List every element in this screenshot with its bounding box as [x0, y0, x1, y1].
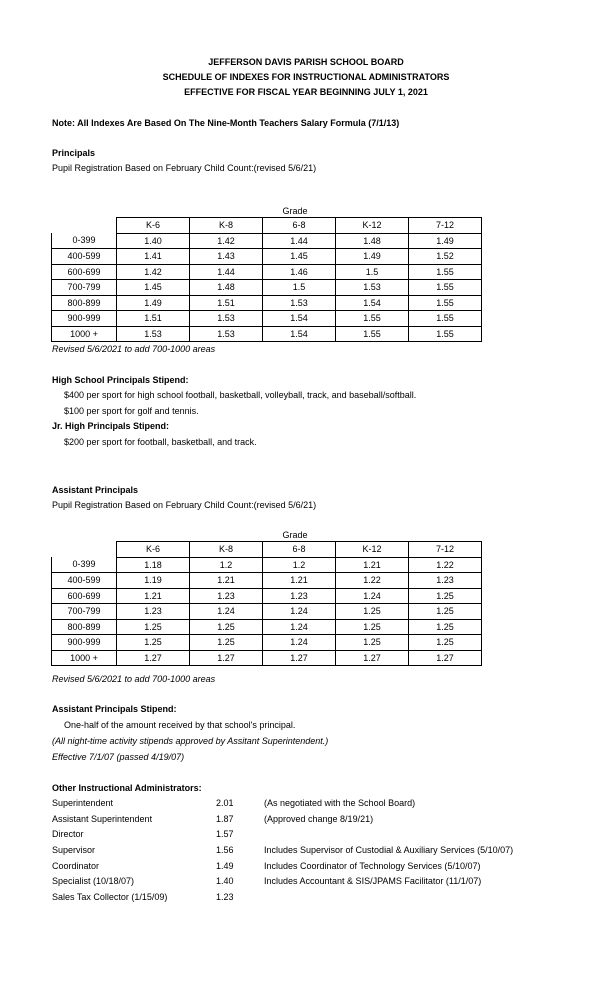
index-cell: 1.53	[336, 280, 409, 296]
table-row	[52, 604, 482, 620]
ap-stipend-effective: Effective 7/1/07 (passed 4/19/07)	[52, 752, 185, 762]
index-cell: 1.27	[190, 650, 263, 666]
index-cell: 1.2	[263, 557, 336, 573]
principals-heading: Principals	[52, 148, 96, 158]
column-header: K-12	[336, 218, 409, 234]
document-effective-date: EFFECTIVE FOR FISCAL YEAR BEGINNING JULY 1, 2021	[184, 87, 428, 97]
table-row	[52, 311, 482, 327]
document-title: JEFFERSON DAVIS PARISH SCHOOL BOARD	[208, 57, 404, 67]
pupil-range-label: 400-599	[52, 573, 117, 589]
pupil-range-label: 0-399	[52, 233, 117, 249]
ap-stipend-approval: (All night-time activity stipends approved by Assitant Superintendent.)	[52, 736, 329, 746]
index-cell: 1.21	[263, 573, 336, 589]
pupil-range-label: 1000 +	[52, 650, 117, 666]
index-cell: 1.18	[117, 557, 190, 573]
table-row	[52, 326, 482, 342]
table-row	[52, 635, 482, 651]
pupil-range-label: 800-899	[52, 295, 117, 311]
column-header: 7-12	[409, 542, 482, 558]
pupil-range-label: 900-999	[52, 635, 117, 651]
admin-note: (As negotiated with the School Board)	[264, 798, 416, 808]
index-cell: 1.25	[190, 619, 263, 635]
table-row	[52, 619, 482, 635]
ap-stipend-heading: Assistant Principals Stipend:	[52, 704, 177, 714]
assistant-principals-index-table	[51, 541, 482, 666]
index-cell: 1.55	[409, 295, 482, 311]
jh-stipend-heading: Jr. High Principals Stipend:	[52, 421, 170, 431]
column-header: 6-8	[263, 218, 336, 234]
pupil-range-label: 700-799	[52, 604, 117, 620]
index-cell: 1.43	[190, 249, 263, 265]
index-cell: 1.55	[336, 326, 409, 342]
column-header: 7-12	[409, 218, 482, 234]
index-cell: 1.52	[409, 249, 482, 265]
index-cell: 1.48	[336, 233, 409, 249]
index-cell: 1.55	[409, 311, 482, 327]
index-cell: 1.51	[190, 295, 263, 311]
hs-stipend-heading: High School Principals Stipend:	[52, 375, 189, 385]
corner-cell	[52, 542, 117, 558]
index-cell: 1.24	[336, 588, 409, 604]
index-cell: 1.40	[117, 233, 190, 249]
admin-note: Includes Supervisor of Custodial & Auxiliary Services (5/10/07)	[264, 845, 514, 856]
pupil-range-label: 0-399	[52, 557, 117, 573]
column-header: K-8	[190, 218, 263, 234]
jh-stipend-line: $200 per sport for football, basketball, and track.	[64, 437, 257, 447]
principals-subtitle: Pupil Registration Based on February Child Count:(revised 5/6/21)	[52, 163, 317, 173]
index-cell: 1.24	[263, 604, 336, 620]
column-header: K-12	[336, 542, 409, 558]
index-cell: 1.49	[336, 249, 409, 265]
index-cell: 1.25	[409, 588, 482, 604]
index-cell: 1.2	[190, 557, 263, 573]
index-cell: 1.55	[409, 326, 482, 342]
index-cell: 1.51	[117, 311, 190, 327]
index-cell: 1.46	[263, 264, 336, 280]
admin-index: 1.49	[216, 860, 234, 871]
pupil-range-label: 900-999	[52, 311, 117, 327]
index-cell: 1.53	[117, 326, 190, 342]
admin-index: 2.01	[216, 798, 234, 808]
table-row	[52, 264, 482, 280]
admin-note: Includes Accountant & SIS/JPAMS Facilitator (11/1/07)	[264, 876, 482, 887]
index-cell: 1.27	[336, 650, 409, 666]
index-cell: 1.54	[263, 326, 336, 342]
admin-title: Director	[52, 829, 84, 840]
pupil-range-label: 800-899	[52, 619, 117, 635]
admin-title: Superintendent	[52, 798, 114, 808]
principals-index-table	[51, 217, 482, 342]
column-header: K-6	[117, 542, 190, 558]
admin-title: Coordinator	[52, 860, 100, 871]
index-cell: 1.45	[263, 249, 336, 265]
table-row	[52, 573, 482, 589]
pupil-range-label: 600-699	[52, 588, 117, 604]
admin-note: Includes Coordinator of Technology Services (5/10/07)	[264, 860, 481, 871]
table-header-row	[52, 542, 482, 558]
index-cell: 1.24	[263, 619, 336, 635]
admin-title: Specialist (10/18/07)	[52, 876, 135, 887]
table-row	[52, 588, 482, 604]
index-cell: 1.25	[336, 635, 409, 651]
index-cell: 1.53	[190, 326, 263, 342]
index-cell: 1.21	[117, 588, 190, 604]
column-header: K-6	[117, 218, 190, 234]
index-cell: 1.55	[336, 311, 409, 327]
index-cell: 1.25	[190, 635, 263, 651]
index-cell: 1.24	[190, 604, 263, 620]
index-cell: 1.49	[409, 233, 482, 249]
pupil-range-label: 600-699	[52, 264, 117, 280]
admin-index: 1.87	[216, 813, 234, 824]
admin-title: Supervisor	[52, 845, 96, 856]
table-row	[52, 557, 482, 573]
index-cell: 1.41	[117, 249, 190, 265]
pupil-range-label: 400-599	[52, 249, 117, 265]
index-cell: 1.25	[117, 619, 190, 635]
index-cell: 1.48	[190, 280, 263, 296]
table-row	[52, 233, 482, 249]
salary-formula-note: Note: All Indexes Are Based On The Nine-Month Teachers Salary Formula (7/1/13)	[52, 118, 400, 128]
ap-grade-label: Grade	[282, 530, 308, 540]
index-cell: 1.45	[117, 280, 190, 296]
index-cell: 1.54	[263, 311, 336, 327]
document-subtitle: SCHEDULE OF INDEXES FOR INSTRUCTIONAL ADMINISTRATORS	[162, 72, 450, 82]
index-cell: 1.25	[336, 619, 409, 635]
index-cell: 1.21	[336, 557, 409, 573]
index-cell: 1.24	[263, 635, 336, 651]
index-cell: 1.55	[409, 280, 482, 296]
index-cell: 1.23	[190, 588, 263, 604]
index-cell: 1.22	[409, 557, 482, 573]
ap-stipend-line: One-half of the amount received by that school's principal.	[64, 720, 296, 730]
index-cell: 1.25	[117, 635, 190, 651]
index-cell: 1.5	[336, 264, 409, 280]
index-cell: 1.19	[117, 573, 190, 589]
table-row	[52, 650, 482, 666]
index-cell: 1.55	[409, 264, 482, 280]
pupil-range-label: 700-799	[52, 280, 117, 296]
index-cell: 1.22	[336, 573, 409, 589]
admin-index: 1.40	[216, 876, 234, 887]
table-row	[52, 295, 482, 311]
index-cell: 1.5	[263, 280, 336, 296]
index-cell: 1.42	[190, 233, 263, 249]
index-cell: 1.53	[263, 295, 336, 311]
hs-stipend-line: $400 per sport for high school football, basketball, volleyball, track, and baseball/softball.	[64, 390, 417, 400]
principals-revised-note: Revised 5/6/2021 to add 700-1000 areas	[52, 344, 216, 354]
table-row	[52, 249, 482, 265]
index-cell: 1.49	[117, 295, 190, 311]
index-cell: 1.27	[409, 650, 482, 666]
admin-note: (Approved change 8/19/21)	[264, 813, 374, 824]
index-cell: 1.23	[409, 573, 482, 589]
index-cell: 1.54	[336, 295, 409, 311]
index-cell: 1.53	[190, 311, 263, 327]
pupil-range-label: 1000 +	[52, 326, 117, 342]
ap-revised-note: Revised 5/6/2021 to add 700-1000 areas	[52, 674, 216, 684]
index-cell: 1.44	[190, 264, 263, 280]
index-cell: 1.27	[263, 650, 336, 666]
admin-index: 1.57	[216, 829, 234, 840]
admin-index: 1.56	[216, 845, 234, 856]
index-cell: 1.25	[409, 604, 482, 620]
admin-title: Assistant Superintendent	[52, 813, 153, 824]
index-cell: 1.25	[409, 619, 482, 635]
admin-index: 1.23	[216, 892, 234, 903]
index-cell: 1.23	[263, 588, 336, 604]
column-header: K-8	[190, 542, 263, 558]
assistant-principals-heading: Assistant Principals	[52, 485, 139, 495]
assistant-principals-subtitle: Pupil Registration Based on February Child Count:(revised 5/6/21)	[52, 500, 317, 510]
other-admins-heading: Other Instructional Administrators:	[52, 783, 202, 793]
index-cell: 1.23	[117, 604, 190, 620]
column-header: 6-8	[263, 542, 336, 558]
index-cell: 1.42	[117, 264, 190, 280]
principals-grade-label: Grade	[282, 206, 308, 216]
index-cell: 1.27	[117, 650, 190, 666]
hs-stipend-line: $100 per sport for golf and tennis.	[64, 406, 199, 416]
admin-title: Sales Tax Collector (1/15/09)	[52, 892, 168, 903]
index-cell: 1.25	[409, 635, 482, 651]
index-cell: 1.25	[336, 604, 409, 620]
index-cell: 1.44	[263, 233, 336, 249]
corner-cell	[52, 218, 117, 234]
table-header-row	[52, 218, 482, 234]
index-cell: 1.21	[190, 573, 263, 589]
table-row	[52, 280, 482, 296]
